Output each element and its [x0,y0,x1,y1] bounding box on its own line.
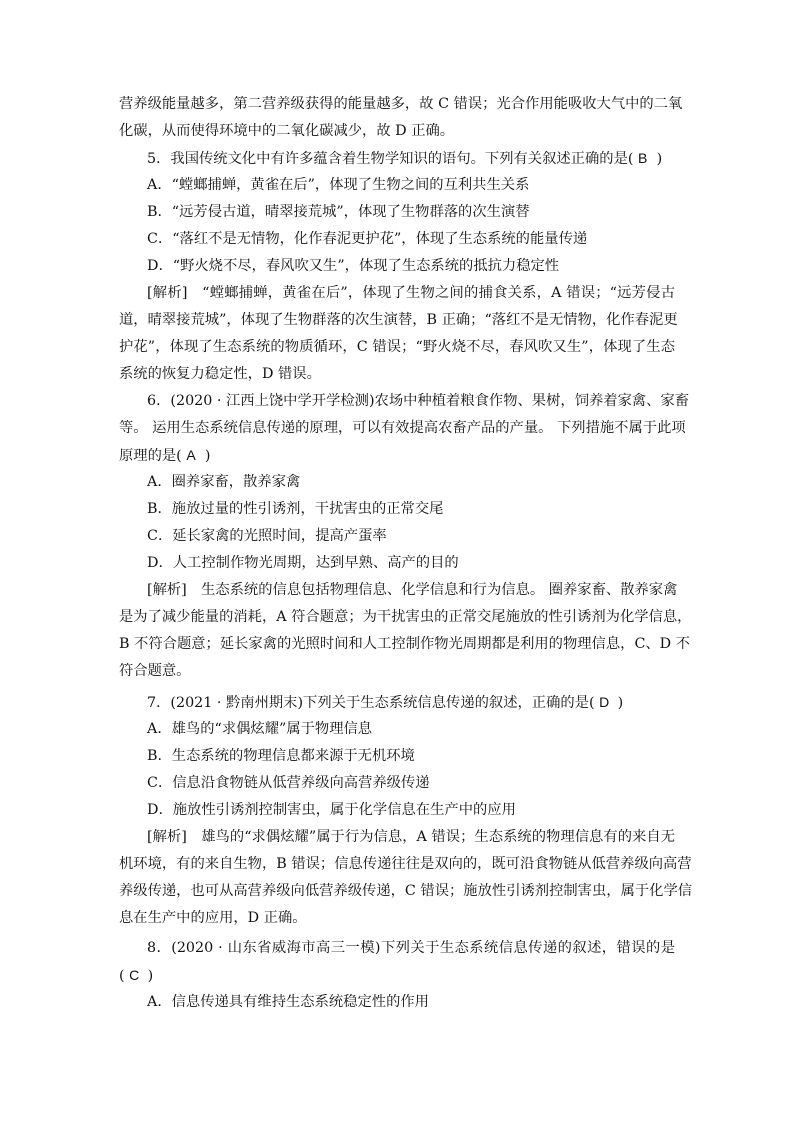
option-a: A．圈养家畜，散养家禽 [147,474,301,490]
option-b: B．生态系统的物理信息都来源于无机环境 [147,748,415,764]
question-5-stem [147,148,675,169]
paren-close: ) [147,968,154,984]
stem-text: 原理的是( [119,448,182,464]
question-6-stem: 6．(2020 · 江西上饶中学开学检测)农场中种植着粮食作物、果树，饲养着家禽、家畜 [147,393,690,409]
analysis-line: 道，晴翠接荒城”，体现了生物群落的次生演替，B 正确；“落红不是无情物，化作春泥更 [119,312,678,328]
text-line: 化碳，从而使得环境中的二氧化碳减少，故 D 正确。 [119,123,455,139]
question-7-stem [147,692,675,713]
question-8-stem [119,965,675,986]
option-d: D．人工控制作物光周期，达到早熟、高产的目的 [147,555,459,571]
option-c: C．延长家禽的光照时间，提高产蛋率 [147,528,387,544]
option-b: B．“远芳侵古道，晴翠接荒城”，体现了生物群落的次生演替 [147,204,530,220]
paren-close: ) [656,151,663,167]
analysis-line: 系统的恢复力稳定性，D 错误。 [119,366,321,382]
option-b: B．施放过量的性引诱剂，干扰害虫的正常交尾 [147,501,444,517]
stem-text: 5．我国传统文化中有许多蕴含着生物学知识的语句。下列有关叙述正确的是( [147,151,634,167]
option-d: D．“野火烧不尽，春风吹又生”，体现了生态系统的抵抗力稳定性 [147,258,560,274]
analysis-line: [解析] 雄鸟的“求偶炫耀”属于行为信息，A 错误；生态系统的物理信息有的来自无 [147,829,675,845]
paren-close: ) [204,448,211,464]
option-a: A．“螳螂捕蝉，黄雀在后”，体现了生物之间的互利共生关系 [147,177,530,193]
analysis-line: 是为了减少能量的消耗，A 符合题意；为干扰害虫的正常交尾施放的性引诱剂为化学信息， [119,609,692,625]
analysis-line: B 不符合题意；延长家禽的光照时间和人工控制作物光周期都是利用的物理信息，C、D 不 [119,636,690,652]
option-c: C．“落红不是无情物，化作春泥更护花”，体现了生态系统的能量传递 [147,231,588,247]
analysis-line: 护花”，体现了生态系统的物质循环，C 错误；“野火烧不尽，春风吹又生”，体现了生态 [119,339,675,355]
analysis-line: [解析] 生态系统的信息包括物理信息、化学信息和行为信息。 圈养家畜、散养家禽 [147,582,678,598]
analysis-line: 符合题意。 [119,663,191,679]
option-c: C．信息沿食物链从低营养级向高营养级传递 [147,775,430,791]
answer-letter: C [129,967,140,983]
question-6-stem: 等。 运用生态系统信息传递的原理，可以有效提高农畜产品的产量。 下列措施不属于此项 [119,420,686,436]
answer-letter: B [638,150,648,166]
paren-open: ( [119,968,125,984]
paren-close: ) [617,695,624,711]
option-a: A．雄鸟的“求偶炫耀”属于物理信息 [147,721,373,737]
analysis-line: [解析] “螳螂捕蝉，黄雀在后”，体现了生物之间的捕食关系，A 错误；“远芳侵古 [147,285,675,301]
answer-letter: A [186,447,196,463]
option-a: A．信息传递具有维持生态系统稳定性的作用 [147,994,429,1010]
option-d: D．施放性引诱剂控制害虫，属于化学信息在生产中的应用 [147,802,516,818]
stem-text: 7．(2021 · 黔南州期末)下列关于生态系统信息传递的叙述，正确的是( [147,695,595,711]
analysis-line: 机环境，有的来自生物，B 错误；信息传递往往是双向的，既可沿食物链从低营养级向高营 [119,856,692,872]
question-6-stem [119,445,675,466]
analysis-line: 养级传递，也可从高营养级向低营养级传递，C 错误；施放性引诱剂控制害虫，属于化学信 [119,883,693,899]
answer-letter: D [599,694,610,710]
question-8-stem: 8．(2020 · 山东省威海市高三一模)下列关于生态系统信息传递的叙述，错误的是 [147,940,675,956]
text-line: 营养级能量越多，第二营养级获得的能量越多，故 C 错误；光合作用能吸收大气中的二氧 [119,96,683,112]
analysis-line: 息在生产中的应用，D 正确。 [119,910,307,926]
